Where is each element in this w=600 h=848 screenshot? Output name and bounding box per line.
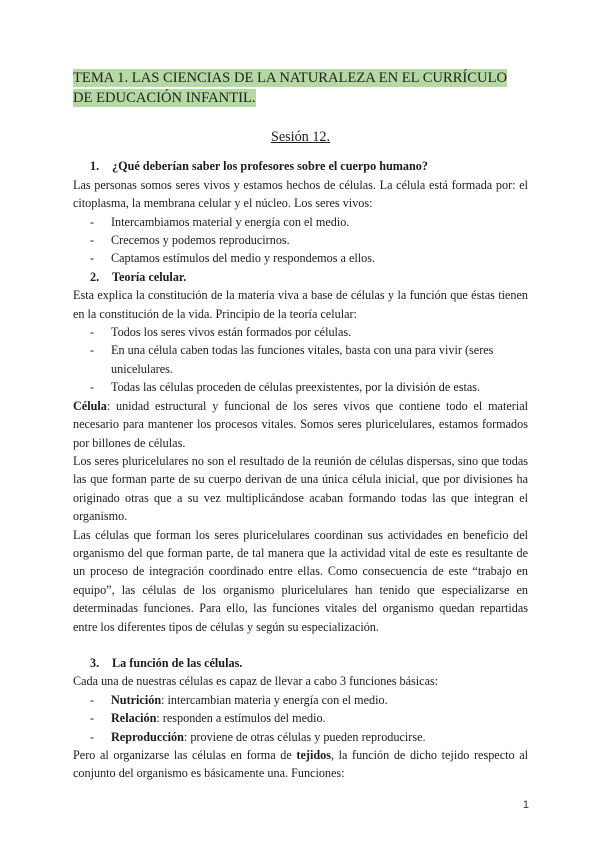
list-item: - Reproducción: proviene de otras células y pueden reproducirse. bbox=[90, 729, 426, 744]
section-2-paragraph: Esta explica la constitución de la materia viva a base de células y la función que éstas tienen en la constitución de la vida. Principio de la teoría celular: bbox=[73, 288, 528, 321]
list-item: - Nutrición: intercambian materia y energía con el medio. bbox=[90, 692, 388, 707]
section-2-heading bbox=[73, 268, 528, 286]
document-title bbox=[73, 68, 528, 108]
section-1-heading bbox=[73, 157, 528, 175]
cell-term: Célula bbox=[73, 398, 107, 413]
function-desc: : intercambian materia y energía con el medio. bbox=[161, 692, 388, 707]
function-desc: : proviene de otras células y pueden reproducirse. bbox=[183, 729, 426, 744]
function-term: Relación bbox=[111, 711, 157, 726]
section-1-title: ¿Qué deberían saber los profesores sobre el cuerpo humano? bbox=[112, 159, 428, 174]
section-3-heading bbox=[73, 654, 528, 672]
function-term: Nutrición bbox=[111, 692, 162, 707]
section-3-closing: Pero al organizarse las células en forma de tejidos, la función de dicho tejido respecto al conjunto del organismo es básicamente una. Funciones: bbox=[73, 748, 529, 781]
cell-definition-paragraph bbox=[73, 397, 528, 452]
list-item: - Crecemos y podemos reproducirnos. bbox=[90, 233, 290, 248]
section-2-title: Teoría celular. bbox=[112, 269, 187, 284]
session-heading: Sesión 12. bbox=[270, 129, 331, 145]
function-term: Reproducción bbox=[111, 729, 184, 744]
page-number: 1 bbox=[522, 799, 529, 811]
section-3-list bbox=[73, 691, 528, 746]
list-item: - Todos los seres vivos están formados por células. bbox=[90, 325, 352, 340]
list-item: - En una célula caben todas las funciones vitales, basta con una para vivir (seres unicelulares. bbox=[90, 343, 494, 376]
section-2-list bbox=[73, 323, 528, 397]
function-desc: : responden a estímulos del medio. bbox=[156, 711, 326, 726]
section-1-list bbox=[73, 213, 528, 268]
document-page bbox=[73, 68, 528, 783]
list-item: - Relación: responden a estímulos del medio. bbox=[90, 711, 326, 726]
list-item: - Captamos estímulos del medio y respondemos a ellos. bbox=[90, 251, 376, 266]
section-2-number: 2. bbox=[90, 269, 100, 284]
section-1-paragraph: Las personas somos seres vivos y estamos hechos de células. La célula está formada por: el citoplasma, la membrana celular y el núcleo. Los seres vivos: bbox=[73, 177, 528, 211]
title-line-2: DE EDUCACIÓN INFANTIL. bbox=[73, 90, 256, 106]
section-3-title: La función de las células. bbox=[112, 655, 243, 670]
cell-definition: : unidad estructural y funcional de los seres vivos que contiene todo el material necesario para mantener los procesos vitales. Somos seres pluricelulares, estamos formados por billones de células. bbox=[73, 398, 528, 450]
section-1-number: 1. bbox=[90, 159, 100, 174]
section-3-paragraph: Cada una de nuestras células es capaz de llevar a cabo 3 funciones básicas: bbox=[73, 674, 439, 689]
tissues-term: tejidos bbox=[296, 748, 331, 762]
list-item: - Todas las células proceden de células preexistentes, por la división de estas. bbox=[90, 380, 481, 395]
section-2-paragraph-2: Los seres pluricelulares no son el resultado de la reunión de células dispersas, sino que todas las que forman parte de su cuerpo derivan de una única célula inicial, que por divisiones ha originado otras que a su vez multiplicándose acaban formando todas las que integran el organismo. bbox=[73, 453, 528, 524]
section-3-number: 3. bbox=[90, 655, 100, 670]
title-line-1: TEMA 1. LAS CIENCIAS DE LA NATURALEZA EN EL CURRÍCULO bbox=[73, 70, 508, 86]
list-item: - Intercambiamos material y energía con el medio. bbox=[90, 214, 350, 229]
section-2-paragraph-3: Las células que forman los seres pluricelulares coordinan sus actividades en beneficio del organismo del que forman parte, de tal manera que la actividad vital de este es resultante de un proceso de integración coordinado entre ellas. Como consecuencia de este “trabajo en equipo”, las células de los organismo pluricelulares han tenido que especializarse en determinadas funciones. Para ello, las funciones vitales del organismo quedan repartidas entre los diferentes tipos de células y según su especialización. bbox=[73, 527, 528, 634]
